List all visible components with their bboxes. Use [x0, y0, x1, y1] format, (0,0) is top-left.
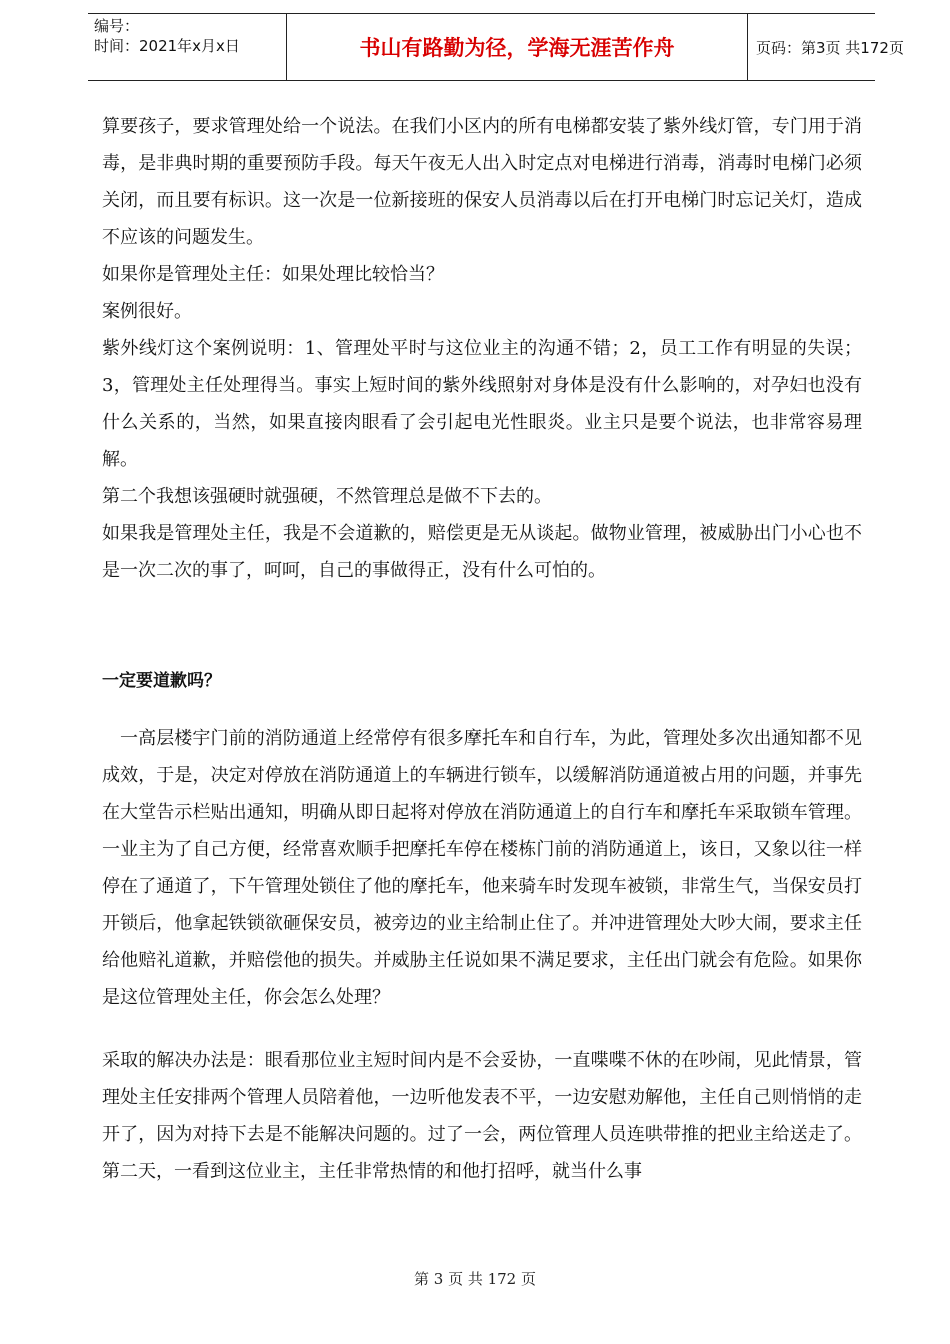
paragraph: 第二个我想该强硬时就强硬，不然管理总是做不下去的。	[102, 486, 552, 507]
header-motto: 书山有路勤为径，学海无涯苦作舟	[286, 14, 748, 80]
document-date: 时间：2021年x月x日	[94, 37, 240, 55]
paragraph: 紫外线灯这个案例说明：1、管理处平时与这位业主的沟通不错；2，员工工作有明显的失误；3，管理处主任处理得当。事实上短时间的紫外线照射对身体是没有什么影响的，对孕妇也没有什么关系的，当然，如果直接肉眼看了会引起电光性眼炎。业主只是要个说法，也非常容易理解。	[102, 338, 862, 470]
solution-paragraph: 采取的解决办法是：眼看那位业主短时间内是不会妥协，一直喋喋不休的在吵闹，见此情景，管理处主任安排两个管理人员陪着他，一边听他发表不平，一边安慰劝解他，主任自己则悄悄的走开了，因为对持下去是不能解决问题的。过了一会，两位管理人员连哄带推的把业主给送走了。第二天，一看到这位业主，主任非常热情的和他打招呼，就当什么事	[102, 1050, 862, 1182]
case-paragraph: 一高层楼宇门前的消防通道上经常停有很多摩托车和自行车，为此，管理处多次出通知都不见成效，于是，决定对停放在消防通道上的车辆进行锁车，以缓解消防通道被占用的问题，并事先在大堂告示栏贴出通知，明确从即日起将对停放在消防通道上的自行车和摩托车采取锁车管理。一业主为了自己方便，经常喜欢顺手把摩托车停在楼栋门前的消防通道上，该日，又象以往一样停在了通道了，下午管理处锁住了他的摩托车，他来骑车时发现车被锁，非常生气，当保安员打开锁后，他拿起铁锁欲砸保安员，被旁边的业主给制止住了。并冲进管理处大吵大闹，要求主任给他赔礼道歉，并赔偿他的损失。并威胁主任说如果不满足要求，主任出门就会有危险。如果你是这位管理处主任，你会怎么处理？	[102, 728, 862, 1008]
paragraph: 如果你是管理处主任：如果处理比较恰当？	[102, 264, 444, 285]
header-meta	[88, 14, 286, 80]
paragraph: 算要孩子，要求管理处给一个说法。在我们小区内的所有电梯都安装了紫外线灯管，专门用于消毒，是非典时期的重要预防手段。每天午夜无人出入时定点对电梯进行消毒，消毒时电梯门必须关闭，而且要有标识。这一次是一位新接班的保安人员消毒以后在打开电梯门时忘记关灯，造成不应该的问题发生。	[102, 116, 862, 248]
header-page-info: 页码：第3页 共172页	[756, 38, 904, 57]
paragraph: 案例很好。	[102, 301, 192, 322]
spacer	[102, 1016, 862, 1042]
spacer	[102, 700, 862, 720]
document-body	[102, 108, 862, 1190]
page-header	[88, 13, 904, 81]
page-footer: 第 3 页 共 172 页	[413, 1270, 536, 1288]
document-number-label: 编号：	[94, 17, 140, 35]
spacer	[102, 589, 862, 663]
paragraph: 如果我是管理处主任，我是不会道歉的，赔偿更是无从谈起。做物业管理，被威胁出门小心也不是一次二次的事了，呵呵，自己的事做得正，没有什么可怕的。	[102, 523, 862, 581]
section-title: 一定要道歉吗？	[102, 671, 221, 691]
